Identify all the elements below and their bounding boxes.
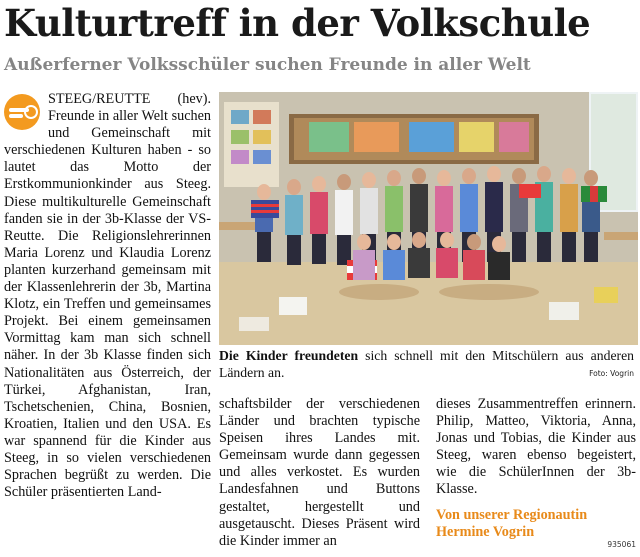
caption-bold: Die Kinder freundeten bbox=[219, 348, 359, 363]
column-1-text: STEEG/REUTTE (hev). Freunde in aller Welt suchen und Gemeinschaft mit verschiedenen Kulturen haben - so lautet das Motto der Erstkommunionkinder aus Steeg. Diese multikulturelle Gemeinschaft fanden sie in der 3b-Klasse der VS-Reutte. Die Religionslehrerinnen Maria Lorenz und Klaudia Lorenz planten kurzerhand gemeinsam mit der Klassenlehrerin der 3b, Martina Klotz, ein Treffen und gemeinsames Projekt. Bei einem gemeinsamen Vormittag kam man sich schnell näher. In der 3b Klasse finden sich Nationalitäten aus Österreich, der Türkei, Afghanistan, Iran, Tschetschenien, China, Bosnien, Kroatien, Italien und den USA. Es war spannend für die Kinder aus Steeg, in so vielen verschiedenen Sprachen begrüßt zu werden. Die Schüler präsentierten Land- bbox=[4, 91, 211, 501]
article-column-3 bbox=[436, 396, 636, 557]
author-line-1: Von unserer Regionautin bbox=[436, 506, 588, 523]
column-3-text: dieses Zusammentreffen erinnern. Philip, Matteo, Viktoria, Anna, Jonas und Tobias, die Kinder aus Steeg, waren ebenso begeistert, wie die SchülerInnen der 3b-Klasse. bbox=[436, 396, 636, 498]
orange-circle-logo-icon bbox=[4, 94, 44, 132]
caption-rest: sich schnell mit den Mitschülern aus anderen Ländern an. bbox=[219, 348, 634, 380]
author-byline bbox=[436, 507, 636, 541]
photo-caption bbox=[219, 347, 634, 381]
article-column-2 bbox=[219, 396, 420, 557]
class-photo bbox=[219, 92, 638, 345]
subheadline: Außerferner Volksschüler suchen Freunde in aller Welt bbox=[4, 55, 531, 75]
author-line-2: Hermine Vogrin bbox=[436, 523, 535, 540]
headline: Kulturtreff in der Volkschule bbox=[4, 1, 591, 45]
photo-credit: Foto: Vogrin bbox=[589, 369, 634, 378]
article-code: 935061 bbox=[607, 540, 636, 549]
article-column-1 bbox=[4, 91, 211, 557]
column-2-text: schaftsbilder der verschiedenen Länder und brachten typische Speisen ihres Landes mit. Gemeinsam wurde dann gegessen und alles verkostet. Es wurden Landesfahnen und Buttons gestaltet, hergestellt und ausgetauscht. Dieses Präsent wird die Kinder immer an bbox=[219, 396, 420, 549]
